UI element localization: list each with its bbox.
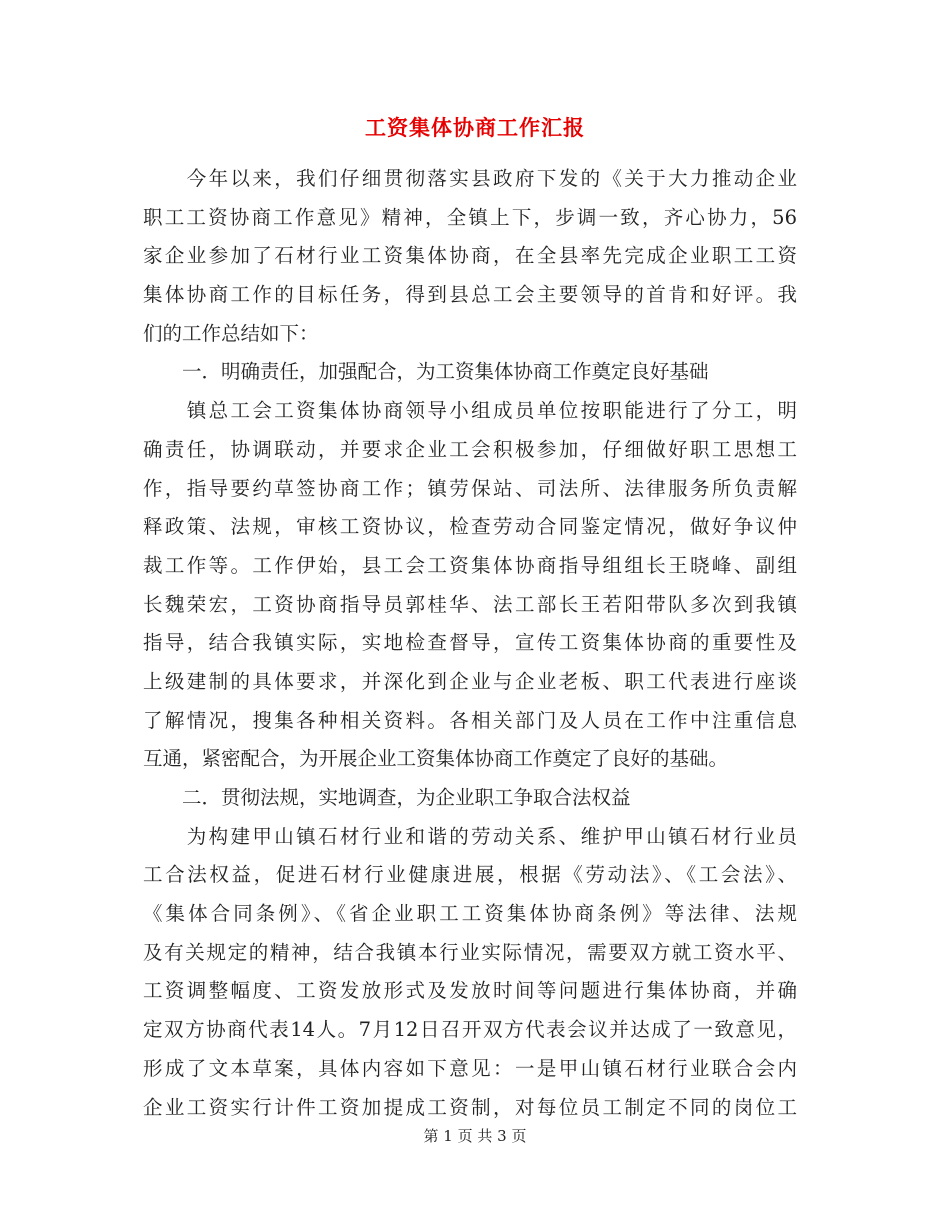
body-line: 一．明确责任，加强配合，为工资集体协商工作奠定良好基础 [143, 360, 709, 384]
body-line: 了解情况，搜集各种相关资料。各相关部门及人员在工作中注重信息 [143, 708, 797, 732]
body-line: 工合法权益，促进石材行业健康进展，根据《劳动法》、《工会法》、 [143, 863, 797, 887]
body-line: 集体协商工作的目标任务，得到县总工会主要领导的首肯和好评。我 [143, 283, 797, 307]
body-line: 上级建制的具体要求，并深化到企业与企业老板、职工代表进行座谈 [143, 669, 797, 693]
body-line: 今年以来，我们仔细贯彻落实县政府下发的《关于大力推动企业 [143, 167, 797, 190]
body-line: 镇总工会工资集体协商领导小组成员单位按职能进行了分工，明 [143, 399, 797, 423]
body-line: 二．贯彻法规，实地调查，为企业职工争取合法权益 [143, 786, 631, 809]
page-footer: 第 1 页 共 3 页 [423, 1127, 527, 1145]
body-line: 释政策、法规，审核工资协议，检查劳动合同鉴定情况，做好争议仲 [143, 515, 797, 539]
body-line: 企业工资实行计件工资加提成工资制，对每位员工制定不同的岗位工 [143, 1095, 797, 1119]
body-line: 作，指导要约草签协商工作；镇劳保站、司法所、法律服务所负责解 [143, 476, 797, 500]
document-title: 工资集体协商工作汇报 [365, 115, 585, 140]
body-line: 工资调整幅度、工资发放形式及发放时间等问题进行集体协商，并确 [143, 979, 797, 1003]
body-line: 家企业参加了石材行业工资集体协商，在全县率先完成企业职工工资 [143, 244, 797, 268]
body-line: 互通，紧密配合，为开展企业工资集体协商工作奠定了良好的基础。 [143, 747, 729, 771]
body-line: 指导，结合我镇实际，实地检查督导，宣传工资集体协商的重要性及 [143, 631, 797, 655]
body-line: 们的工作总结如下： [143, 321, 319, 345]
body-line: 长魏荣宏，工资协商指导员郭桂华、法工部长王若阳带队多次到我镇 [143, 592, 797, 616]
body-line: 为构建甲山镇石材行业和谐的劳动关系、维护甲山镇石材行业员 [143, 824, 797, 848]
body-line: 及有关规定的精神，结合我镇本行业实际情况，需要双方就工资水平、 [143, 940, 797, 964]
body-line: 裁工作等。工作伊始，县工会工资集体协商指导组组长王晓峰、副组 [143, 553, 797, 577]
body-line: 职工工资协商工作意见》精神，全镇上下，步调一致，齐心协力，56 [143, 205, 797, 229]
document-body [143, 160, 797, 1127]
body-line: 形成了文本草案，具体内容如下意见：一是甲山镇石材行业联合会内 [143, 1056, 797, 1080]
body-line: 确责任，协调联动，并要求企业工会积极参加，仔细做好职工思想工 [143, 437, 797, 461]
body-line: 《集体合同条例》、《省企业职工工资集体协商条例》等法律、法规 [143, 902, 797, 926]
body-line: 定双方协商代表14人。7月12日召开双方代表会议并达成了一致意见， [143, 1018, 797, 1042]
